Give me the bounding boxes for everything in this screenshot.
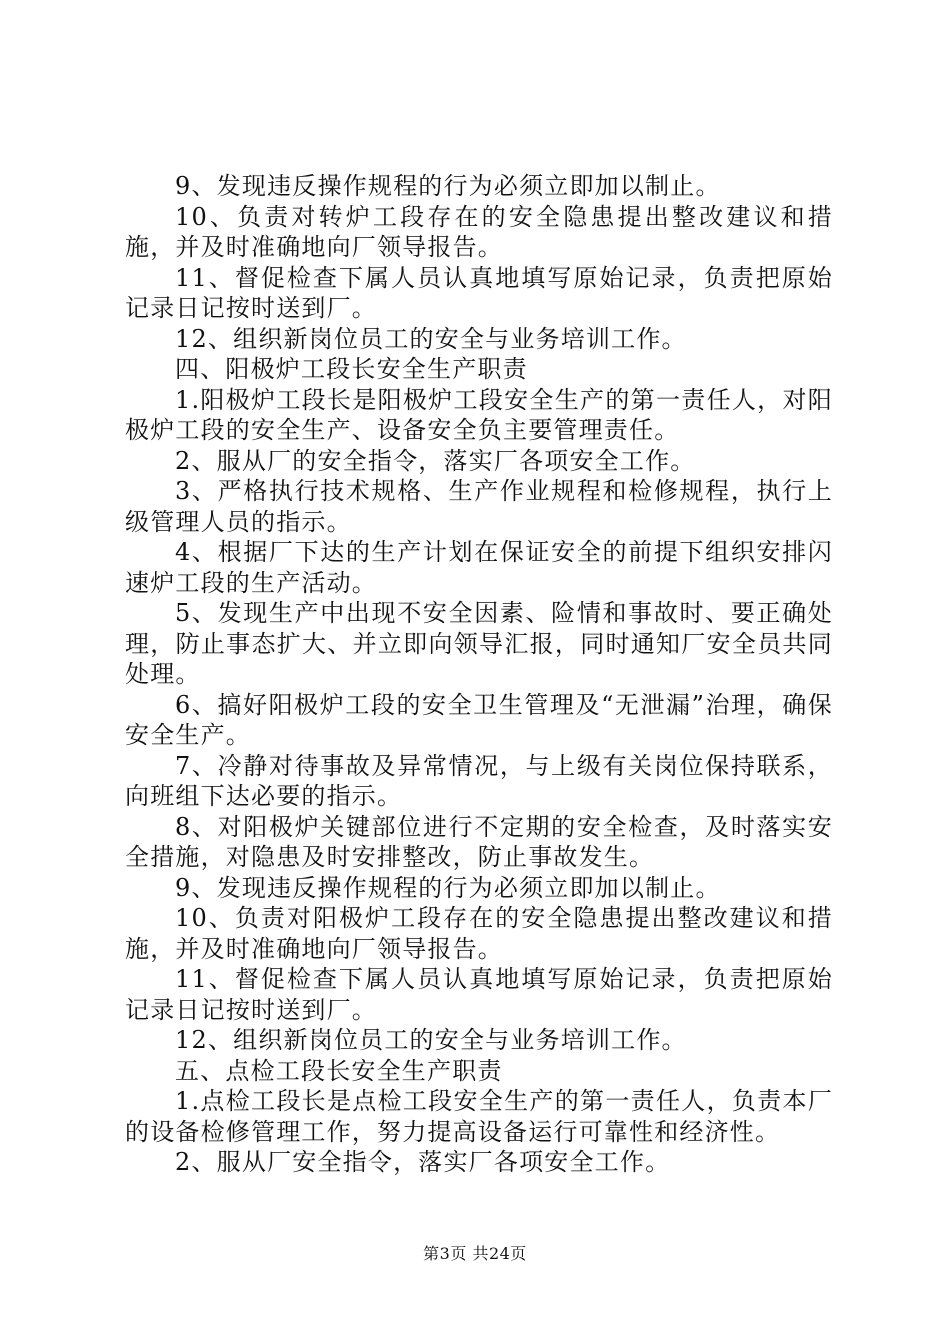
paragraph: 2、服从厂的安全指令，落实厂各项安全工作。 bbox=[175, 446, 696, 475]
paragraph: 10、负责对阳极炉工段存在的安全隐患提出整改建议和措施，并及时准确地向厂领导报告。 bbox=[125, 904, 833, 963]
paragraph: 1.阳极炉工段长是阳极炉工段安全生产的第一责任人，对阳极炉工段的安全生产、设备安全负主要管理责任。 bbox=[125, 385, 833, 444]
body-text bbox=[125, 171, 833, 1178]
paragraph: 12、组织新岗位员工的安全与业务培训工作。 bbox=[175, 324, 687, 353]
paragraph: 1.点检工段长是点检工段安全生产的第一责任人，负责本厂的设备检修管理工作，努力提高设备运行可靠性和经济性。 bbox=[125, 1087, 833, 1146]
paragraph: 8、对阳极炉关键部位进行不定期的安全检查，及时落实安全措施，对隐患及时安排整改，防止事故发生。 bbox=[125, 812, 833, 871]
paragraph: 3、严格执行技术规格、生产作业规程和检修规程，执行上级管理人员的指示。 bbox=[125, 477, 833, 536]
section-heading: 四、阳极炉工段长安全生产职责 bbox=[175, 355, 528, 383]
section-heading: 五、点检工段长安全生产职责 bbox=[175, 1056, 503, 1085]
paragraph: 6、搞好阳极炉工段的安全卫生管理及“无泄漏”治理，确保安全生产。 bbox=[125, 690, 833, 749]
paragraph: 11、督促检查下属人员认真地填写原始记录，负责把原始记录日记按时送到厂。 bbox=[125, 965, 833, 1024]
paragraph: 4、根据厂下达的生产计划在保证安全的前提下组织安排闪速炉工段的生产活动。 bbox=[125, 538, 833, 597]
paragraph: 10、负责对转炉工段存在的安全隐患提出整改建议和措施，并及时准确地向厂领导报告。 bbox=[125, 202, 833, 261]
paragraph: 11、督促检查下属人员认真地填写原始记录，负责把原始记录日记按时送到厂。 bbox=[125, 263, 833, 322]
paragraph: 12、组织新岗位员工的安全与业务培训工作。 bbox=[175, 1026, 687, 1054]
paragraph: 9、发现违反操作规程的行为必须立即加以制止。 bbox=[175, 873, 721, 902]
paragraph: 5、发现生产中出现不安全因素、险情和事故时、要正确处理，防止事态扩大、并立即向领导汇报，同时通知厂安全员共同处理。 bbox=[125, 599, 833, 688]
paragraph: 9、发现违反操作规程的行为必须立即加以制止。 bbox=[175, 172, 721, 200]
paragraph: 7、冷静对待事故及异常情况，与上级有关岗位保持联系，向班组下达必要的指示。 bbox=[125, 751, 833, 810]
paragraph: 2、服从厂安全指令，落实厂各项安全工作。 bbox=[175, 1148, 671, 1176]
page-number-footer: 第3页 共24页 bbox=[423, 1244, 527, 1263]
